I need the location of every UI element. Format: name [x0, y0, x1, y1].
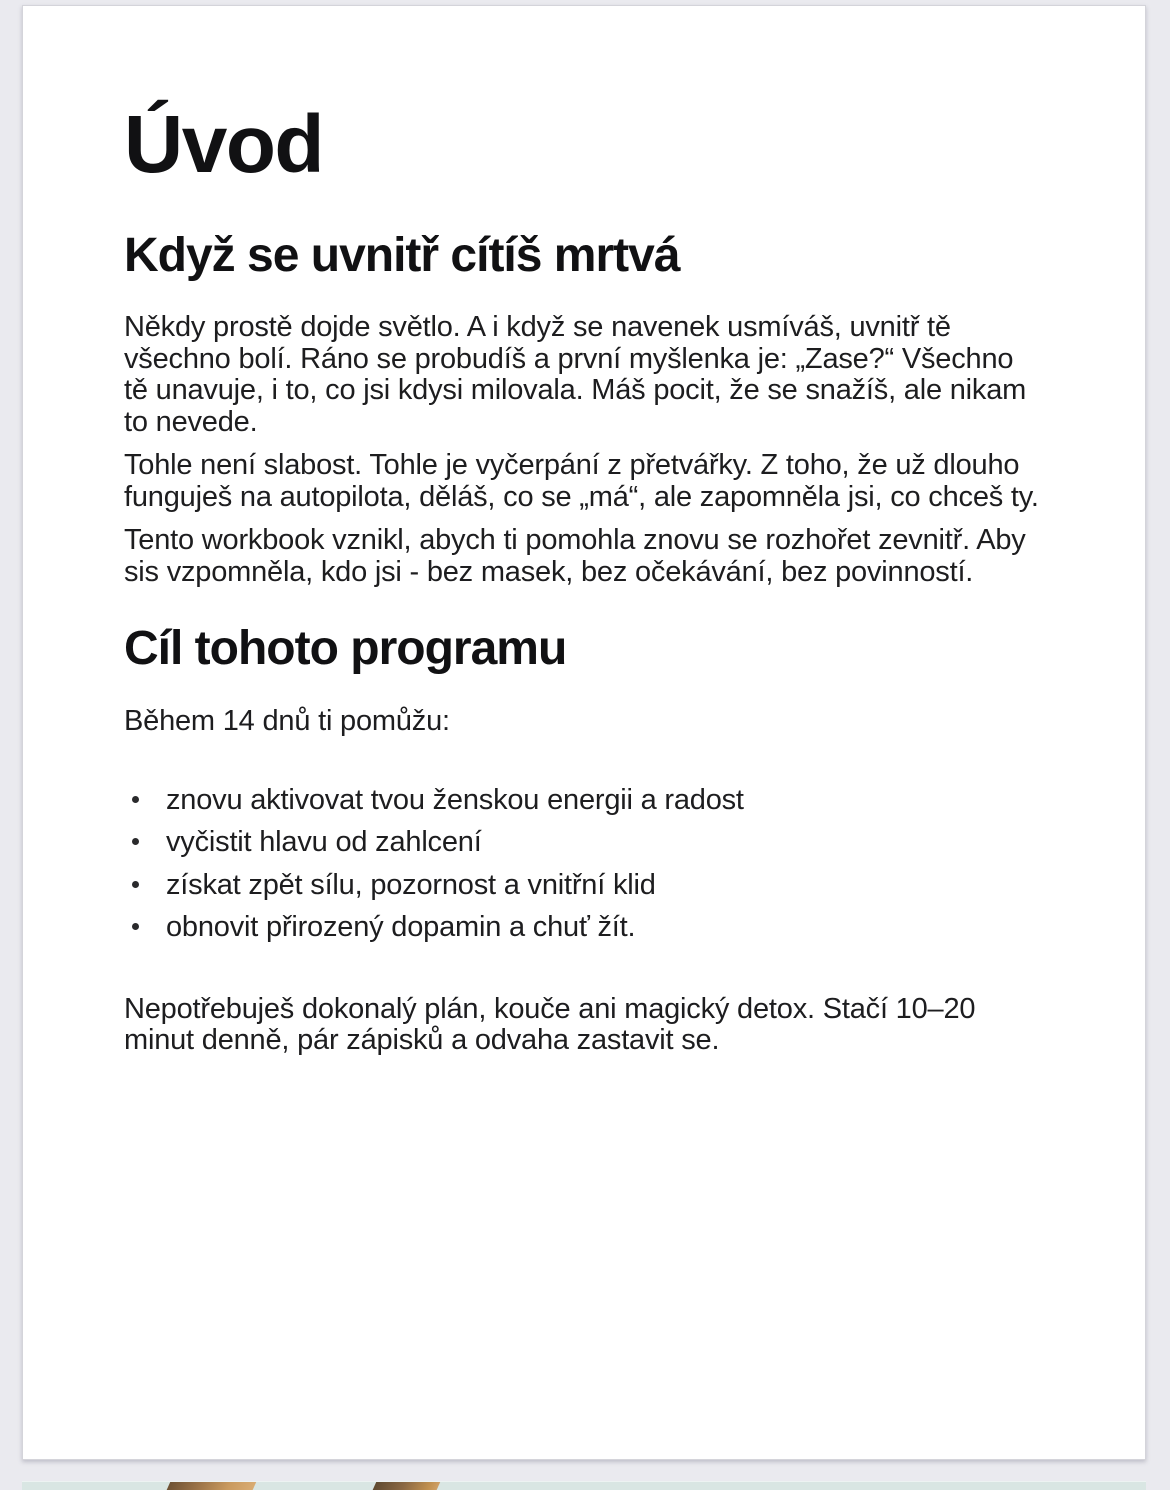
program-intro-text: Během 14 dnů ti pomůžu:: [124, 705, 450, 737]
bullet-icon: [132, 838, 139, 845]
next-page-preview: [22, 1481, 1146, 1490]
document-page: [22, 5, 1146, 1460]
list-item: [124, 785, 1044, 817]
next-page-photo-fragment: [165, 1481, 257, 1490]
bullet-icon: [132, 881, 139, 888]
paragraph-3: Tento workbook vznikl, abych ti pomohla znovu se rozhořet zevnitř. Aby sis vzpomněla, kdo jsi - bez masek, bez očekávání, bez povinností.: [124, 524, 1026, 588]
bullet-icon: [132, 923, 139, 930]
page-title: Úvod: [124, 99, 323, 190]
section-heading-feeling-dead-inside: Když se uvnitř cítíš mrtvá: [124, 229, 680, 282]
list-item: [124, 912, 1044, 944]
list-item-label: obnovit přirozený dopamin a chuť žít.: [166, 911, 636, 943]
program-outro-text: Nepotřebuješ dokonalý plán, kouče ani magický detox. Stačí 10–20 minut denně, pár zápisků a odvaha zastavit se.: [124, 992, 976, 1056]
list-item: [124, 870, 1044, 902]
paragraph-2: Tohle není slabost. Tohle je vyčerpání z přetvářky. Z toho, že už dlouho funguješ na autopilota, děláš, co se „má“, ale zapomněla jsi, co chceš ty.: [124, 449, 1039, 513]
goals-bullet-list: [124, 785, 1044, 944]
list-item: [124, 827, 1044, 859]
list-item-label: vyčistit hlavu od zahlcení: [166, 826, 482, 858]
bullet-icon: [132, 796, 139, 803]
list-item-label: znovu aktivovat tvou ženskou energii a radost: [166, 783, 744, 816]
next-page-photo-fragment: [371, 1481, 441, 1490]
list-item-label: získat zpět sílu, pozornost a vnitřní klid: [166, 868, 656, 901]
paragraph-1: Někdy prostě dojde světlo. A i když se navenek usmíváš, uvnitř tě všechno bolí. Ráno se probudíš a první myšlenka je: „Zase?“ Všechno tě unavuje, i to, co jsi kdysi milovala. Máš pocit, že se snažíš, ale nikam to nevede.: [124, 311, 1027, 438]
section-heading-program-goal: Cíl tohoto programu: [124, 622, 567, 675]
